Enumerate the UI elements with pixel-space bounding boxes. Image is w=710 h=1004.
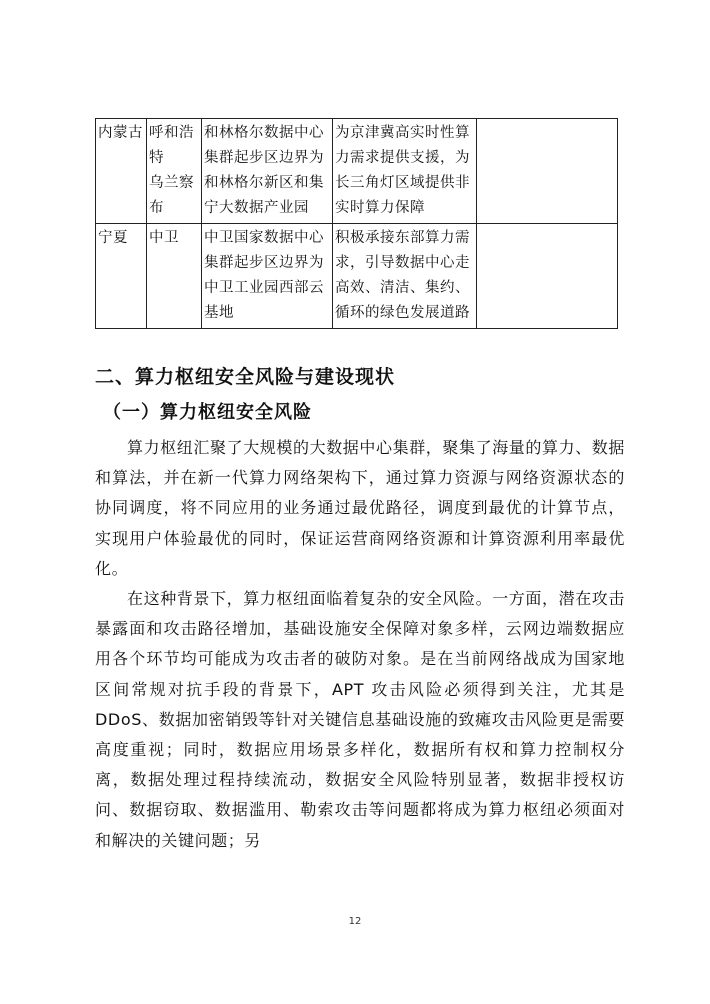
boundary-cell: 中卫国家数据中心 集群起步区边界为 中卫工业园西部云 基地 [202,224,333,329]
table-row [96,224,618,329]
role-cell: 为京津冀高实时性算 力需求提供支援，为 长三角灯区域提供非 实时算力保障 [333,119,477,224]
body-paragraph: 算力枢纽汇聚了大规模的大数据中心集群，聚集了海量的算力、数据和算法，并在新一代算力网络架构下，通过算力资源与网络资源状态的协同调度，将不同应用的业务通过最优路径，调度到最优的计算节点，实现用户体验最优的同时，保证运营商网络资源和计算资源利用率最优化。 [95,438,626,578]
subsection-title: （一）算力枢纽安全风险 [103,402,312,423]
role-cell: 积极承接东部算力需 求，引导数据中心走 高效、清洁、集约、 循环的绿色发展道路 [333,224,477,329]
boundary-cell: 和林格尔数据中心 集群起步区边界为 和林格尔新区和集 宁大数据产业园 [202,119,333,224]
extra-cell [477,224,618,329]
table-row [96,119,618,224]
page-number: 12 [348,916,362,927]
section-title: 二、算力枢纽安全风险与建设现状 [95,366,396,388]
city-cell: 呼和浩 特 乌兰察 布 [147,119,202,224]
city-cell: 中卫 [147,224,202,329]
extra-cell [477,119,618,224]
province-cell: 内蒙古 [96,119,147,224]
province-cell: 宁夏 [96,224,147,329]
body-paragraph: 在这种背景下，算力枢纽面临着复杂的安全风险。一方面，潜在攻击暴露面和攻击路径增加，基础设施安全保障对象多样，云网边端数据应用各个环节均可能成为攻击者的破防对象。是在当前网络战成为国家地区间常规对抗手段的背景下，APT 攻击风险必须得到关注，尤其是 DDoS、数据加密销毁等针对关键信息基础设施的致瘫攻击风险更是需要高度重视；同时，数据应用场景多样化，数据所有权和算力控制权分离，数据处理过程持续流动，数据安全风险特别显著，数据非授权访问、数据窃取、数据滥用、勒索攻击等问题都将成为算力枢纽必须面对和解决的关键问题；另 [95,589,626,850]
hub-table [95,118,618,329]
